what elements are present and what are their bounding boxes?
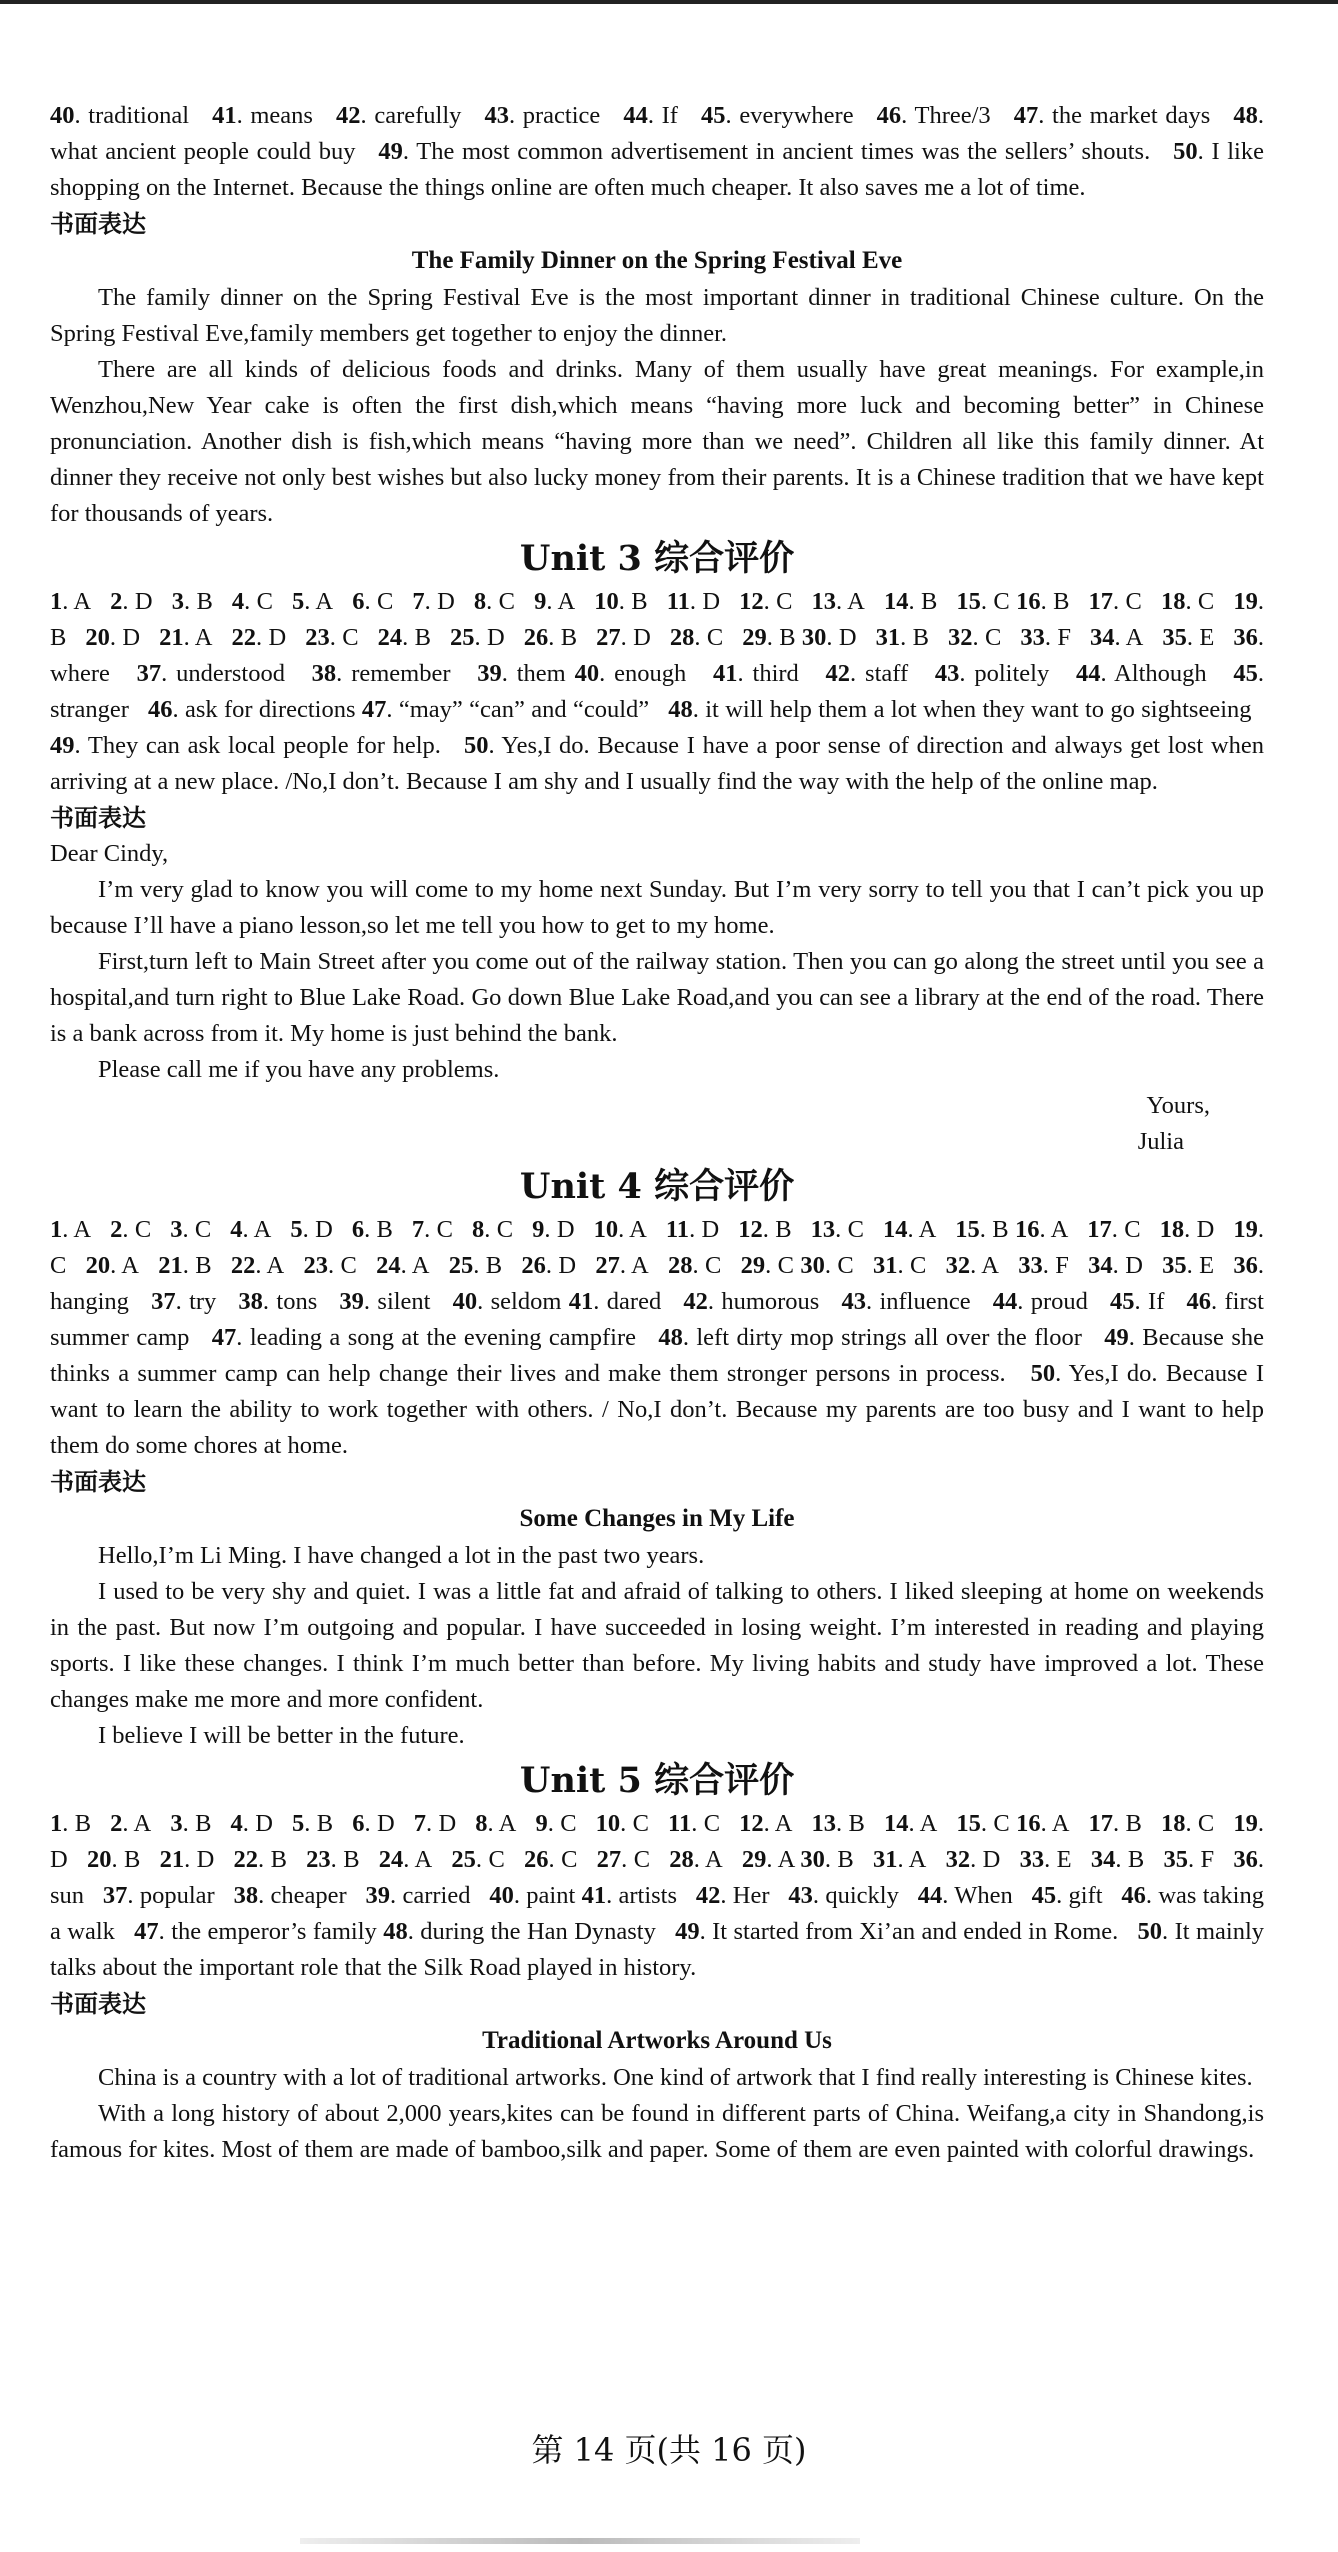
essay-title: Traditional Artworks Around Us bbox=[482, 2027, 832, 2054]
page-number: 第 14 页(共 16 页) bbox=[531, 2431, 807, 2469]
essay-paragraph: I used to be very shy and quiet. I was a little fat and afraid of talking to others. I liked sleeping at home on weekends in the past. But now I’m outgoing and popular. I have succeeded in losing weight. I’m interested in reading and playing sports. I like these changes. I think I’m much better than before. My living habits and study have improved a lot. These changes make me more and more confident. bbox=[50, 1578, 1264, 1713]
unit-title: Unit 3 综合评价 bbox=[519, 538, 795, 579]
writing-label: 书面表达 bbox=[50, 1468, 146, 1496]
writing-label: 书面表达 bbox=[50, 210, 146, 238]
unit2-answers-tail: 40. traditional 41. means 42. carefully 43. practice 44. If 45. everywhere 46. Three/3 47. the market days 48. what ancient people could buy 49. The most common advertisement in ancient times was the sellers’ shouts. 50. I like shopping on the Internet. Because the things online are often much cheaper. It also saves me a lot of time. bbox=[50, 102, 1264, 201]
unit4-answers: 1. A 2. C 3. C 4. A 5. D 6. B 7. C 8. C 9. D 10. A 11. D 12. B 13. C 14. A 15. B 16. A 17. C 18. D 19. C 20. A 21. B 22. A 23. C 24. A 25. B 26. D 27. A 28. C 29. C 30. C 31. C 32. A 33. F 34. D 35. E 36. hanging 37. try 38. tons 39. silent 40. seldom 41. dared 42. humorous 43. influence 44. proud 45. If 46. first summer camp 47. leading a song at the evening campfire 48. left dirty mop strings all over the floor 49. Because she thinks a summer camp can help change their lives and make them stronger persons in process. 50. Yes,I do. Because I want to learn the ability to work together with others. / No,I don’t. Because my parents are too busy and I want to help them do some chores at home. bbox=[50, 1216, 1265, 1459]
top-rule bbox=[0, 0, 1338, 4]
writing-label: 书面表达 bbox=[50, 804, 146, 832]
letter-paragraph: I’m very glad to know you will come to my home next Sunday. But I’m very sorry to tell you that I can’t pick you up because I’ll have a piano lesson,so let me tell you how to get to my home. bbox=[50, 876, 1264, 939]
unit5-answers: 1. B 2. A 3. B 4. D 5. B 6. D 7. D 8. A 9. C 10. C 11. C 12. A 13. B 14. A 15. C 16. A 17. B 18. C 19. D 20. B 21. D 22. B 23. B 24. A 25. C 26. C 27. C 28. A 29. A 30. B 31. A 32. D 33. E 34. B 35. F 36. sun 37. popular 38. cheaper 39. carried 40. paint 41. artists 42. Her 43. quickly 44. When 45. gift 46. was taking a walk 47. the emperor’s family 48. during the Han Dynasty 49. It started from Xi’an and ended in Rome. 50. It mainly talks about the important role that the Silk Road played in history. bbox=[50, 1810, 1265, 1981]
bottom-edge-mark bbox=[300, 2538, 860, 2544]
essay-paragraph: There are all kinds of delicious foods and drinks. Many of them usually have great meanings. For example,in Wenzhou,New Year cake is often the first dish,which means “having more luck and becoming better” in Chinese pronunciation. Another dish is fish,which means “having more than we need”. Children all like this family dinner. At dinner they receive not only best wishes but also lucky money from their parents. It is a Chinese tradition that we have kept for thousands of years. bbox=[50, 356, 1264, 527]
essay-title: The Family Dinner on the Spring Festival Eve bbox=[411, 247, 903, 274]
essay-paragraph: China is a country with a lot of traditional artworks. One kind of artwork that I find really interesting is Chinese kites. bbox=[98, 2064, 1253, 2091]
essay-paragraph: With a long history of about 2,000 years,kites can be found in different parts of China. Weifang,a city in Shandong,is famous for kites. Most of them are made of bamboo,silk and paper. Some of them are even painted with colorful drawings. bbox=[50, 2100, 1264, 2163]
essay-paragraph: Hello,I’m Li Ming. I have changed a lot in the past two years. bbox=[98, 1542, 705, 1569]
essay-paragraph: The family dinner on the Spring Festival Eve is the most important dinner in traditional Chinese culture. On the Spring Festival Eve,family members get together to enjoy the dinner. bbox=[50, 284, 1264, 347]
letter-closing: Yours, bbox=[1146, 1092, 1210, 1119]
letter-signature: Julia bbox=[1137, 1128, 1184, 1155]
writing-label: 书面表达 bbox=[50, 1990, 146, 2018]
unit3-answers: 1. A 2. D 3. B 4. C 5. A 6. C 7. D 8. C 9. A 10. B 11. D 12. C 13. A 14. B 15. C 16. B 17. C 18. C 19. B 20. D 21. A 22. D 23. C 24. B 25. D 26. B 27. D 28. C 29. B 30. D 31. B 32. C 33. F 34. A 35. E 36. where 37. understood 38. remember 39. them 40. enough 41. third 42. staff 43. politely 44. Although 45. stranger 46. ask for directions 47. “may” “can” and “could” 48. it will help them a lot when they want to go sightseeing 49. They can ask local people for help. 50. Yes,I do. Because I have a poor sense of direction and always get lost when arriving at a new place. /No,I don’t. Because I am shy and I usually find the way with the help of the online map. bbox=[50, 588, 1265, 795]
letter-paragraph: Please call me if you have any problems. bbox=[98, 1056, 500, 1083]
letter-paragraph: First,turn left to Main Street after you come out of the railway station. Then you can go along the street until you see a hospital,and turn right to Blue Lake Road. Go down Blue Lake Road,and you can see a library at the end of the road. There is a bank across from it. My home is just behind the bank. bbox=[50, 948, 1264, 1047]
unit-title: Unit 4 综合评价 bbox=[519, 1166, 795, 1207]
answer-page bbox=[50, 98, 1264, 2168]
unit-title: Unit 5 综合评价 bbox=[519, 1760, 795, 1801]
essay-title: Some Changes in My Life bbox=[519, 1505, 795, 1532]
letter-greeting: Dear Cindy, bbox=[50, 840, 169, 867]
essay-paragraph: I believe I will be better in the future. bbox=[98, 1722, 465, 1749]
